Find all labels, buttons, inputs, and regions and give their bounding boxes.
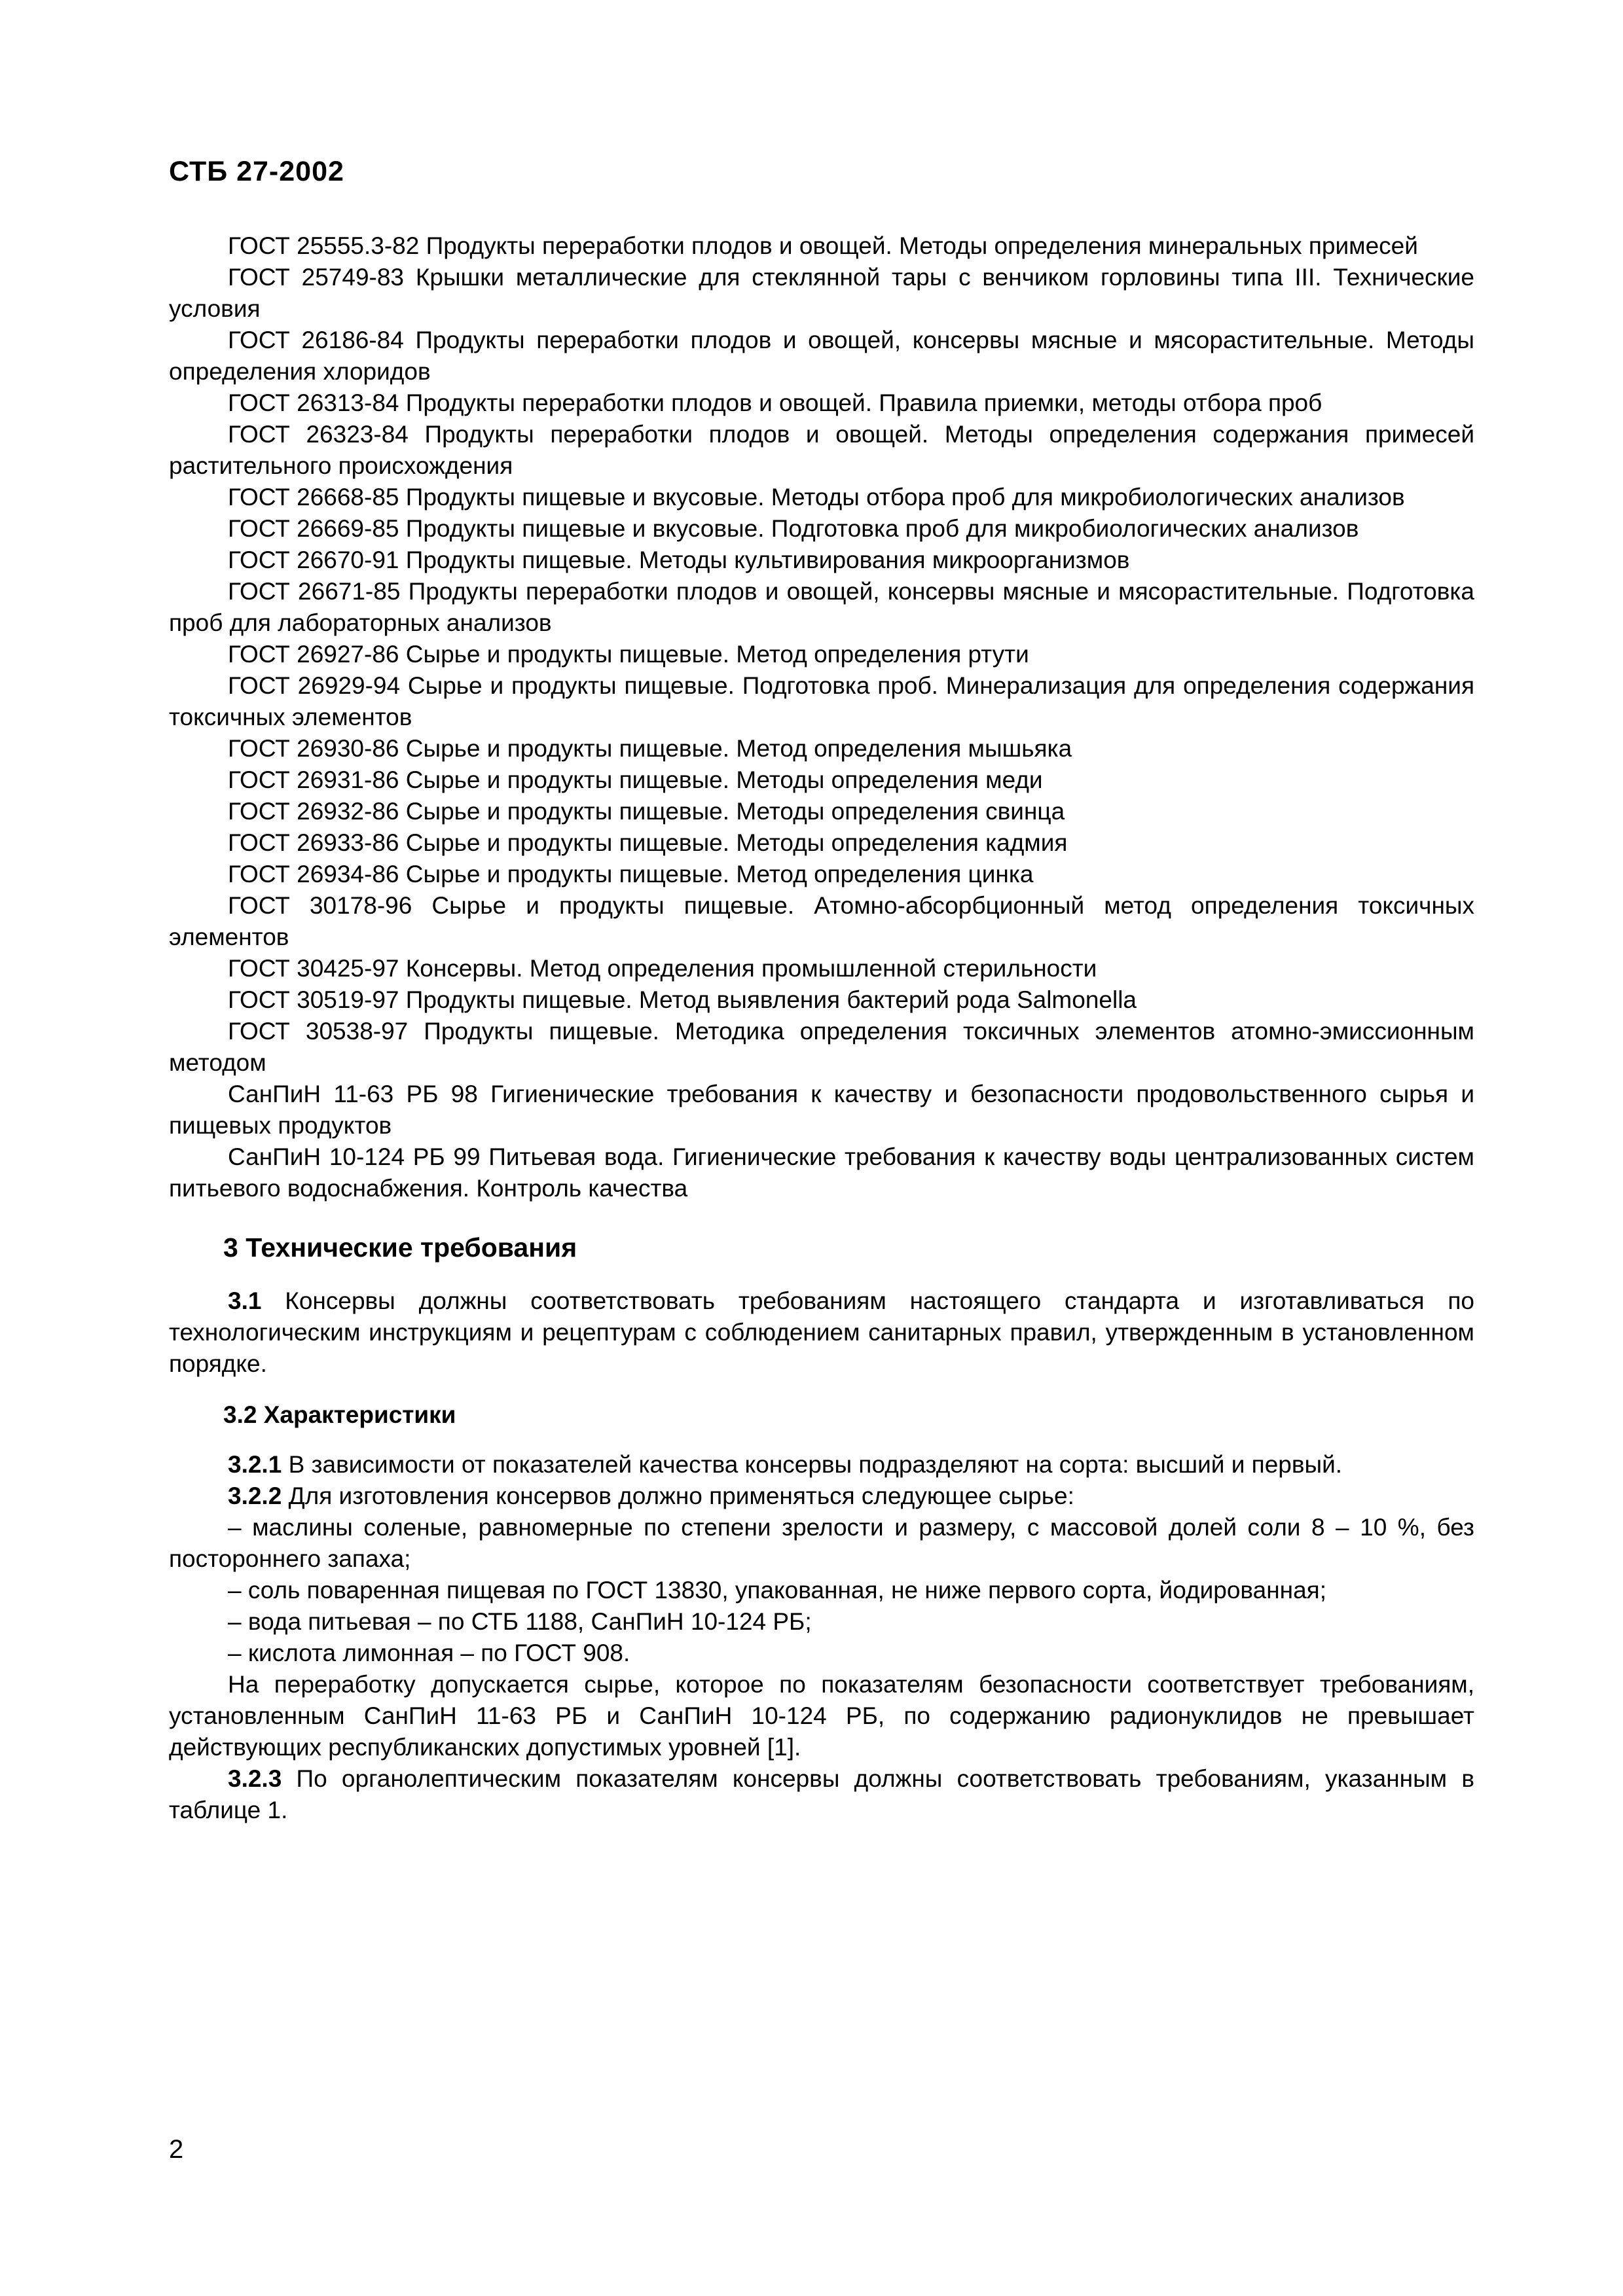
page-number: 2: [169, 2135, 184, 2164]
clause-number: 3.2.1: [228, 1451, 282, 1478]
reference-item: ГОСТ 30519-97 Продукты пищевые. Метод выявления бактерий рода Salmonella: [228, 986, 1137, 1013]
section-title: 3 Технические требования: [223, 1232, 577, 1263]
reference-item: ГОСТ 26313-84 Продукты переработки плодов и овощей. Правила приемки, методы отбора проб: [228, 389, 1322, 416]
document-code-header: СТБ 27-2002: [169, 156, 344, 187]
clause-number: 3.1: [228, 1287, 262, 1314]
reference-item: ГОСТ 26931-86 Сырье и продукты пищевые. Методы определения меди: [228, 766, 1043, 793]
reference-item: ГОСТ 26671-85 Продукты переработки плодов и овощей, консервы мясные и мясорастительные. Подготовка проб для лабораторных анализов: [169, 578, 1474, 636]
subsection-title: 3.2 Характеристики: [223, 1401, 456, 1428]
clause-text: Консервы должны соответствовать требованиям настоящего стандарта и изготавливаться по технологическим инструкциям и рецептурам с соблюдением санитарных правил, утвержденным в установленном порядке.: [169, 1287, 1474, 1377]
clause-3-2-3: [169, 1763, 1474, 1826]
reference-item: СанПиН 10-124 РБ 99 Питьевая вода. Гигиенические требования к качеству воды централизованных систем питьевого водоснабжения. Контроль качества: [169, 1143, 1474, 1202]
clause-text: По органолептическим показателям консервы должны соответствовать требованиям, указанным в таблице 1.: [169, 1765, 1474, 1823]
reference-item: ГОСТ 26186-84 Продукты переработки плодов и овощей, консервы мясные и мясорастительные. Методы определения хлоридов: [169, 327, 1474, 385]
reference-item: ГОСТ 26930-86 Сырье и продукты пищевые. Метод определения мышьяка: [228, 735, 1072, 762]
reference-item: ГОСТ 26934-86 Сырье и продукты пищевые. Метод определения цинка: [228, 861, 1034, 888]
reference-item: ГОСТ 26933-86 Сырье и продукты пищевые. Методы определения кадмия: [228, 829, 1068, 856]
reference-item: ГОСТ 26323-84 Продукты переработки плодов и овощей. Методы определения содержания примесей растительного происхождения: [169, 421, 1474, 479]
reference-item: СанПиН 11-63 РБ 98 Гигиенические требования к качеству и безопасности продовольственного сырья и пищевых продуктов: [169, 1081, 1474, 1139]
reference-item: ГОСТ 30538-97 Продукты пищевые. Методика определения токсичных элементов атомно-эмиссионным методом: [169, 1018, 1474, 1076]
clause-text: В зависимости от показателей качества консервы подразделяют на сорта: высший и первый.: [282, 1451, 1343, 1478]
reference-item: ГОСТ 25555.3-82 Продукты переработки плодов и овощей. Методы определения минеральных примесей: [228, 232, 1418, 259]
list-item: – кислота лимонная – по ГОСТ 908.: [228, 1640, 630, 1666]
reference-item: ГОСТ 26669-85 Продукты пищевые и вкусовые. Подготовка проб для микробиологических анализов: [228, 515, 1359, 542]
reference-item: ГОСТ 26668-85 Продукты пищевые и вкусовые. Методы отбора проб для микробиологических анализов: [228, 484, 1405, 511]
clause-text: Для изготовления консервов должно применяться следующее сырье:: [282, 1482, 1074, 1509]
raw-materials-list: [169, 1512, 1474, 1669]
reference-item: ГОСТ 26670-91 Продукты пищевые. Методы культивирования микроорганизмов: [228, 547, 1130, 573]
reference-item: ГОСТ 30425-97 Консервы. Метод определения промышленной стерильности: [228, 955, 1097, 982]
safety-paragraph: На переработку допускается сырье, которое по показателям безопасности соответствует требованиям, установленным СанПиН 11-63 РБ и СанПиН 10-124 РБ, по содержанию радионуклидов не превышает действующих республиканских допустимых уровней [1].: [169, 1671, 1474, 1761]
list-item: – соль поваренная пищевая по ГОСТ 13830, упакованная, не ниже первого сорта, йодированная;: [228, 1577, 1326, 1604]
clause-number: 3.2.2: [228, 1482, 282, 1509]
reference-item: ГОСТ 30178-96 Сырье и продукты пищевые. Атомно-абсорбционный метод определения токсичных элементов: [169, 892, 1474, 950]
list-item: – маслины соленые, равномерные по степени зрелости и размеру, с массовой долей соли 8 – 10 %, без постороннего запаха;: [169, 1514, 1474, 1572]
reference-item: ГОСТ 25749-83 Крышки металлические для стеклянной тары с венчиком горловины типа III. Технические условия: [169, 264, 1474, 322]
clause-3-2-2: [169, 1480, 1474, 1512]
reference-item: ГОСТ 26929-94 Сырье и продукты пищевые. Подготовка проб. Минерализация для определения содержания токсичных элементов: [169, 672, 1474, 730]
normative-references-list: [169, 230, 1474, 1204]
clause-3-1: [169, 1285, 1474, 1380]
clause-3-2-1: [169, 1449, 1474, 1480]
reference-item: ГОСТ 26932-86 Сырье и продукты пищевые. Методы определения свинца: [228, 798, 1065, 825]
list-item: – вода питьевая – по СТБ 1188, СанПиН 10-124 РБ;: [228, 1608, 812, 1635]
reference-item: ГОСТ 26927-86 Сырье и продукты пищевые. Метод определения ртути: [228, 641, 1029, 668]
clause-number: 3.2.3: [228, 1765, 282, 1792]
page-content: [169, 230, 1474, 1826]
